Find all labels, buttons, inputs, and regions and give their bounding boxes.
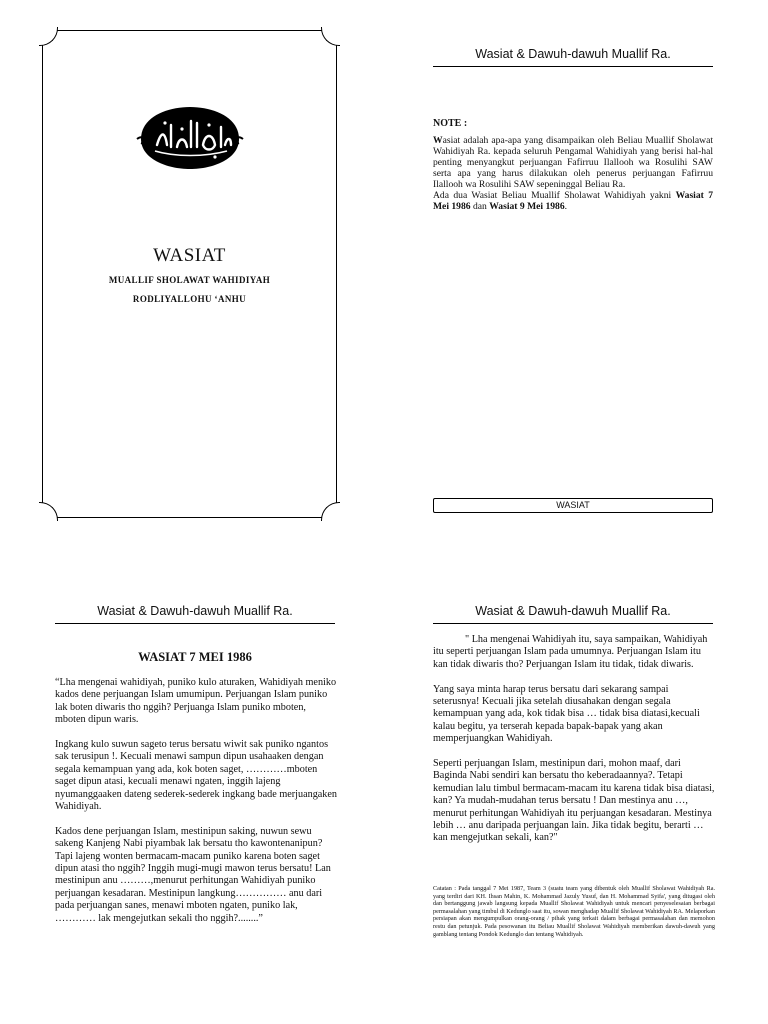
cover-subtitle-author: MUALLIF SHOLAWAT WAHIDIYAH <box>108 275 271 285</box>
note-label: NOTE : <box>433 118 468 129</box>
calligraphy-emblem <box>135 103 245 173</box>
note-paragraph-text: asiat adalah apa-apa yang disampaikan oleh Beliau Muallif Sholawat Wahidiyah Ra. kepada seluruh Pengamal Wahidiyah yang berisi hal-hal penting menyangkut perjuangan Fafirruu Ilallooh wa Rosulihi SAW serta apa yang harus dilakukan oleh penerus perjuangan Fafirruu Ilallooh wa Rosulihi SAW sepeninggal Beliau Ra. <box>433 135 713 190</box>
cover-subtitle-honorific: RODLIYALLOHU ‘ANHU <box>132 294 247 304</box>
drop-initial: W <box>433 135 443 146</box>
paragraph: “Lha mengenai wahidiyah, puniko kulo aturaken, Wahidiyah meniko kados dene perjuangan Islam umumipun. Perjuangan Islam puniko lak boten diwaris tho nggih? Perjuanga Islam puniko mboten, mboten dipun waris. <box>55 677 337 726</box>
note-paragraph <box>433 190 713 212</box>
cover-title: WASIAT <box>153 245 226 266</box>
wasiat-date-1: Wasiat 7 Mei 1986 <box>433 190 714 212</box>
paragraph: Kados dene perjuangan Islam, mestinipun saking, nuwun sewu sakeng Kanjeng Nabi piyambak lak bersatu tho kawontenanipun? Tapi lajeng wonten bermacam-macam puniko karena boten saget dipun atasi tho nggih? Inggih mugi-mugi mawon terus bersatu! Lan mestinipun anu ………,menurut perhitungan Wahidiyah puniko perjuangan kesadaran. Mestinipun langkung…………… anu dari pada perjuangan sanes, menawi mboten ngaten, puniko lak, ………… lak mengejutkan sekali tho nggih?........” <box>55 825 331 924</box>
footnote-caption: Catatan : Pada tanggal 7 Mei 1987, Team 3 (suatu team yang dibentuk oleh Muallif Sholawat Wahidiyah Ra. yang terdiri dari KH. Ihsan Mahin, K. Mohammad Jazuly Yusuf, dan H. Mohammad Syifa', yang ditugasi oleh dan bertanggung jawab langsung kepada Muallif Sholawat Wahidiyah untuk mencari penyeselesaian berbagai permasalahan yang timbul di Kedunglo saat itu, sowan menghadap Muallif Sholawat Wahidiyah RA. Melaporkan persiapan akan mengumpulkan orang-orang / pihak yang terkait dalam berbagai permasalahan dan memohon restu dan petunjuk. Pada pesowanan itu Beliau Muallif Sholawat Wahidiyah memberikan dawuh-dawuh yang gamblang tentang Pondok Kedunglo dan tentang Wahidiyah. <box>433 885 715 938</box>
section-tab: WASIAT <box>433 498 713 513</box>
paragraph: " Lha mengenai Wahidiyah itu, saya sampaikan, Wahidiyah itu seperti perjuangan Islam pada umumnya. Perjuangan Islam itu kan tidak diwaris tho? Perjuangan Islam itu tidak, tidak diwaris. <box>433 634 708 670</box>
page-header: Wasiat & Dawuh-dawuh Muallif Ra. <box>97 604 293 618</box>
note-text: dan <box>470 201 490 212</box>
page-header: Wasiat & Dawuh-dawuh Muallif Ra. <box>475 604 671 618</box>
page-header: Wasiat & Dawuh-dawuh Muallif Ra. <box>475 47 671 61</box>
header-rule <box>55 623 335 624</box>
cover-frame <box>42 30 337 518</box>
note-text: . <box>564 201 568 212</box>
frame-corner <box>39 502 58 521</box>
paragraph: Ingkang kulo suwun sageto terus bersatu wiwit sak puniko ngantos sak terusipun !. Kecuali menawi sampun dipun usahaaken dengan segala kemampuan yang ada, kok boten saget, …………mboten saget dipun atasi, kecuali menawi ngaten, inggih lajeng nyumanggaaken dateng sederek-sederek ingkang bade merjuangaken Wahidiyah. <box>55 739 338 813</box>
header-rule <box>433 623 713 624</box>
wasiat-title: WASIAT 7 MEI 1986 <box>138 650 252 664</box>
note-text: Ada dua Wasiat Beliau Muallif Sholawat Wahidiyah yakni <box>433 190 676 201</box>
header-rule <box>433 66 713 67</box>
frame-corner <box>321 27 340 46</box>
note-body <box>433 135 713 212</box>
frame-corner <box>321 502 340 521</box>
frame-corner <box>39 27 58 46</box>
wasiat-indonesian-body <box>433 634 717 857</box>
note-paragraph <box>433 135 713 190</box>
wasiat-javanese-body <box>55 677 339 937</box>
paragraph: Seperti perjuangan Islam, mestinipun dari, mohon maaf, dari Baginda Nabi sendiri kan bersatu tho keberadaannya?. Tetapi kemudian lalu timbul bermacam-macam itu karena tidak bisa diatasi, kan? Ya mudah-mudahan terus bersatu ! Dan mestinya anu …, menurut perhitungan Wahidiyah itu perjuangan kesadaran. Mestinya lebih … anu daripada perjuangan lain. Jika tidak begitu, berarti … kan mengejutkan sekali, kan?" <box>433 758 715 844</box>
paragraph: Yang saya minta harap terus bersatu dari sekarang sampai seterusnya! Kecuali jika setelah diusahakan dengan segala kemampuan yang ada, kok tidak bisa … tidak bisa diatasi,kecuali kalau begitu, ya terserah kepada bapak-bapak yang akan memperjuangkan Wahidiyah. <box>433 683 700 745</box>
wasiat-date-2: Wasiat 9 Mei 1986 <box>489 201 565 212</box>
